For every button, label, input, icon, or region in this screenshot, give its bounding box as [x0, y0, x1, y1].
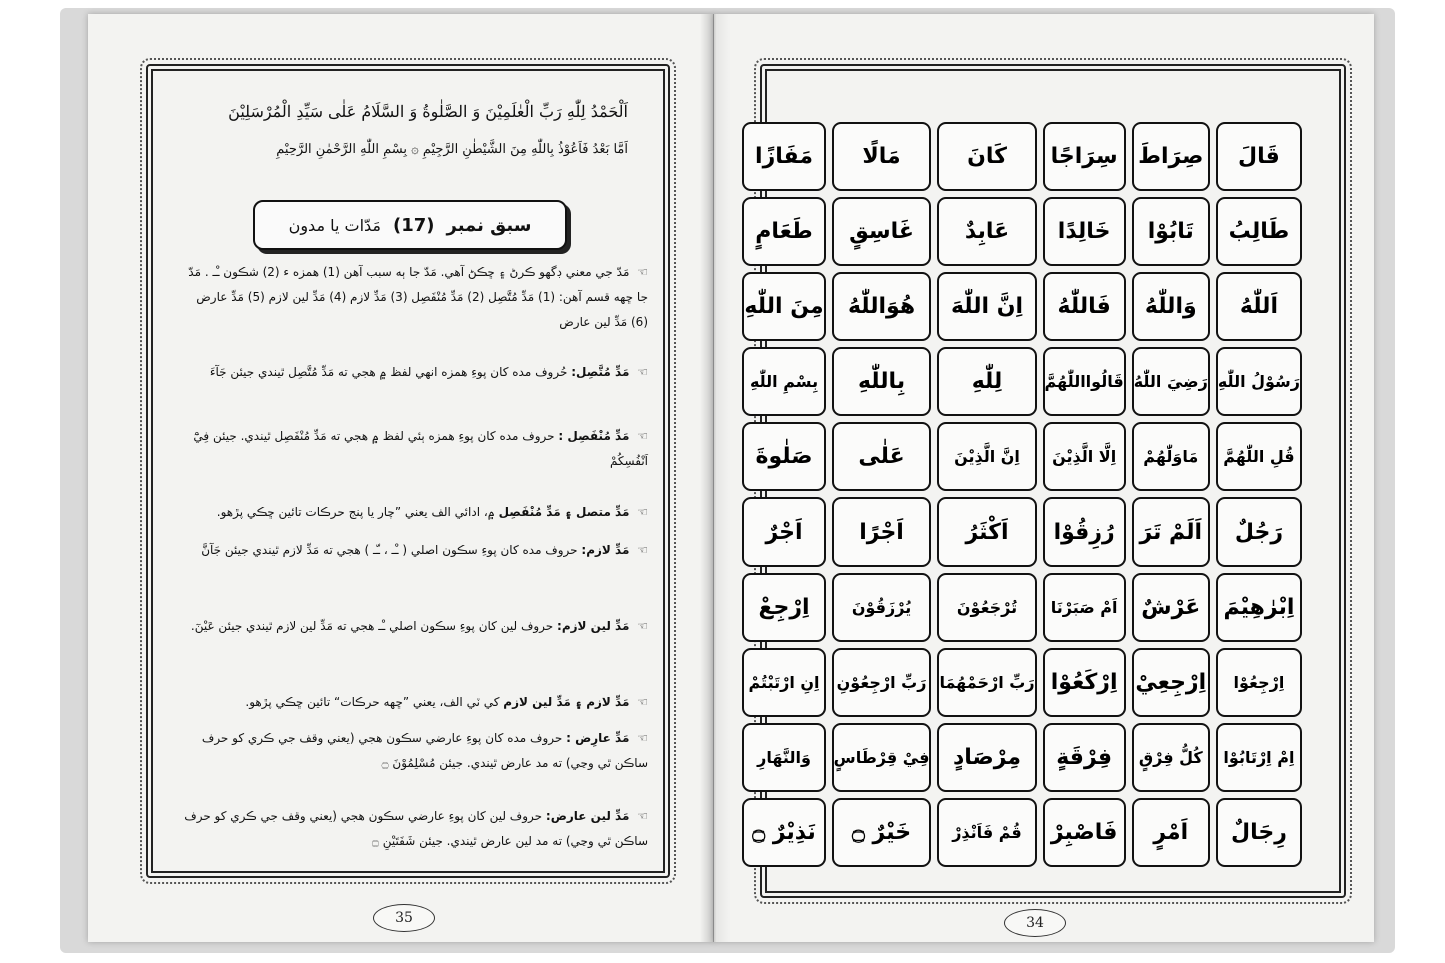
paragraph-text: حُروف مده کان پوءِ همزه انهي لفظ ۾ هجي ته مَدِّ مُتَّصِل ٿيندي جيئن جَآءَ	[209, 365, 568, 379]
word-cell: رَسُوْلُ اللّٰهِ	[1216, 347, 1302, 416]
paragraph	[178, 424, 648, 474]
word-cell: وَالنَّهَارِ	[742, 723, 825, 792]
paragraph-text: کي ٽي الف، يعني ”ڇهه حرڪات“ تائين ڇڪي پڙهو.	[245, 695, 500, 709]
word-cell: هُوَاللّٰهُ	[832, 272, 932, 341]
paragraph	[178, 804, 648, 854]
paragraph	[178, 614, 648, 639]
word-cell: اَلَمْ تَرَ	[1132, 497, 1210, 566]
right-page	[714, 14, 1374, 942]
paragraph	[178, 500, 648, 525]
page-number: 35	[373, 904, 435, 932]
word-cell: طَعَامٍ	[742, 197, 825, 266]
word-cell: اَكْثَرُ	[937, 497, 1036, 566]
word-cell: فَاصْبِرْ	[1043, 798, 1126, 867]
paragraph	[178, 360, 648, 385]
word-cell: تُرْجَعُوْنَ	[937, 573, 1036, 642]
word-cell: قَالُوااللّٰهُمَّ	[1043, 347, 1126, 416]
hand-icon: ☜	[637, 809, 648, 823]
book-spine	[700, 14, 730, 942]
paragraph	[178, 538, 648, 563]
lesson-title-box	[253, 200, 567, 250]
word-cell: اِمْ اِرْتَابُوْا	[1216, 723, 1302, 792]
word-cell: اِبْرٰهِيْمَ	[1216, 573, 1302, 642]
hand-icon: ☜	[637, 429, 648, 443]
word-cell: سِرَاجًا	[1043, 122, 1126, 191]
word-cell: خَالِدًا	[1043, 197, 1126, 266]
paragraph-text: ۾، ادائي الف يعني ”چار يا پنج حرڪات تائين ڇڪي پڙهو.	[216, 505, 495, 519]
word-cell: اَللّٰهُ	[1216, 272, 1302, 341]
hand-icon: ☜	[637, 695, 648, 709]
paragraph	[178, 726, 648, 776]
word-cell: رَبِّ ارْجِعُوْنِ	[832, 648, 932, 717]
word-cell: كَانَ	[937, 122, 1036, 191]
word-cell: رَجُلٌ	[1216, 497, 1302, 566]
paragraph-term: مَدِّ لازم:	[581, 543, 630, 557]
word-cell: لِلّٰهِ	[937, 347, 1036, 416]
lesson-label: سبق نمبر	[446, 214, 532, 236]
word-cell: فَاللّٰهُ	[1043, 272, 1126, 341]
hand-icon: ☜	[637, 619, 648, 633]
word-cell: رَضِيَ اللّٰهُ	[1132, 347, 1210, 416]
word-cell: اِنَّ اللّٰهَ	[937, 272, 1036, 341]
word-cell: فِرْقَةٍ	[1043, 723, 1126, 792]
word-cell: يُرْزَقُوْنَ	[832, 573, 932, 642]
paragraph-term: مَدِّ عارِض :	[566, 731, 630, 745]
word-cell: اِنَّ الَّذِيْنَ	[937, 422, 1036, 491]
header-line-2: اَمَّا بَعْدُ فَاَعُوْذُ بِاللّٰهِ مِنَ الشَّيْطٰنِ الرَّجِيْمِ ۞ بِسْمِ اللّٰهِ الرَّحْمٰنِ الرَّحِيْمِ	[276, 142, 628, 157]
word-cell: قُمْ فَاَنْذِرْ	[937, 798, 1036, 867]
hand-icon: ☜	[637, 265, 648, 279]
paragraph-term: مَدِّ لازم ۽ مَدِّ لين لازم	[503, 695, 630, 709]
word-cell: عَابِدٌ	[937, 197, 1036, 266]
word-cell: قُلِ اللّٰهُمَّ	[1216, 422, 1302, 491]
word-cell: رِجَالٌ	[1216, 798, 1302, 867]
paragraph-term: مَدِّ متصل ۽ مَدِّ مُنْفَصِل	[498, 505, 630, 519]
paragraph-text: حروف مده کان پوءِ عارضي سڪون هجي (يعني وقف جي ڪري کو حرف ساڪن ٿي وڃي) ته مد عارض ٿيندي. جيئن مُسْلِمُوْنَ ۝	[201, 731, 648, 770]
word-cell: غَاسِقٍ	[832, 197, 932, 266]
word-cell: خَيْرٌ ۝	[832, 798, 932, 867]
word-cell: بِاللّٰهِ	[832, 347, 932, 416]
word-cell: مِنَ اللّٰهِ	[742, 272, 825, 341]
word-cell: صِرَاطَ	[1132, 122, 1210, 191]
word-cell: قَالَ	[1216, 122, 1302, 191]
paragraph-term: مَدِّ مُنْفَصِل :	[558, 429, 630, 443]
word-cell: بِسْمِ اللّٰهِ	[742, 347, 825, 416]
word-cell: اَمْرٍ	[1132, 798, 1210, 867]
word-cell: فِيْ قِرْطَاسٍ	[832, 723, 932, 792]
word-cell: اَمْ صَبَرْنَا	[1043, 573, 1126, 642]
word-cell: اَجْرًا	[832, 497, 932, 566]
word-cell: اِلَّا الَّذِيْنَ	[1043, 422, 1126, 491]
page-number: 34	[1004, 909, 1066, 937]
word-cell: رَبِّ ارْحَمْهُمَا	[937, 648, 1036, 717]
word-cell: اِنِ ارْتَبْتُمْ	[742, 648, 825, 717]
word-cell: اِرْجِعِيْ	[1132, 648, 1210, 717]
word-cell: مَفَازًا	[742, 122, 825, 191]
lesson-number: (17)	[392, 214, 435, 236]
word-cell: صَلٰوةَ	[742, 422, 825, 491]
word-cell: مَالًا	[832, 122, 932, 191]
left-page	[88, 14, 715, 942]
paragraph-term: مَدِّ مُتَّصِل:	[571, 365, 630, 379]
hand-icon: ☜	[637, 543, 648, 557]
word-cell: طَالِبُ	[1216, 197, 1302, 266]
word-cell: رُزِقُوْا	[1043, 497, 1126, 566]
hand-icon: ☜	[637, 731, 648, 745]
paragraph-text: مَدّ جي معني ڊگهو ڪرڻ ۽ ڇڪڻ آهي. مَدّ جا ٻه سبب آهن (1) همزه ء (2) شڪون ـْـ . مَدّ جا ڇهه قسم آهن: (1) مَدِّ مُتَّصِل (2) مَدِّ مُنْفَصِل (3) مَدِّ لازم (4) مَدِّ لين لازم (5) مَدِّ عارض (6) مَدِّ لين عارض	[188, 265, 648, 329]
word-cell: اِرْجِعُوْا	[1216, 648, 1302, 717]
word-cell: عَلٰى	[832, 422, 932, 491]
word-cell: اِرْجِعْ	[742, 573, 825, 642]
word-cell: نَذِيْرٌ ۝	[742, 798, 825, 867]
paragraph-term: مَدِّ لين عارض:	[545, 809, 630, 823]
paragraph-text: حروف لين کان پوءِ عارضي سڪون هجي (يعني وقف جي ڪري کو حرف ساڪن ٿي وڃي) ته مد لين عارض ٿيندي. جيئن شَفَتَيْنِ ۝	[184, 809, 648, 848]
paragraph	[178, 260, 648, 335]
word-cell: عَرْشٌ	[1132, 573, 1210, 642]
paragraph	[178, 690, 648, 715]
word-cell: اَجْرٌ	[742, 497, 825, 566]
hand-icon: ☜	[637, 365, 648, 379]
word-cell: مِرْصَادٍ	[937, 723, 1036, 792]
word-cell: كُلُّ فِرْقٍ	[1132, 723, 1210, 792]
paragraph-text: حروف لين کان پوءِ سڪون اصلي ـْـ هجي ته مَدِّ لين لازم ٿيندي جيئن عَيْنٓ.	[190, 619, 554, 633]
paragraph-term: مَدِّ لين لازم:	[557, 619, 630, 633]
header-line-1: اَلْحَمْدُ لِلّٰهِ رَبِّ الْعٰلَمِيْنَ وَ الصَّلٰوةُ وَ السَّلَامُ عَلٰى سَيِّدِ الْمُرْسَلِيْنَ	[228, 102, 628, 121]
lesson-topic: مَدّات يا مدون	[288, 215, 381, 235]
paragraph-text: حروف مده کان پوءِ همزه ٻئي لفظ ۾ هجي ته مَدِّ مُنْفَصِل ٿيندي. جيئن فِيْٓ اَنْفُسِكُمْ	[193, 429, 648, 468]
word-cell: وَاللّٰهُ	[1132, 272, 1210, 341]
word-cell: مَاوَلّٰهُمْ	[1132, 422, 1210, 491]
word-cell: تَابُوْا	[1132, 197, 1210, 266]
paragraph-text: حروف مده کان پوءِ سڪون اصلي ( ـْـ ، ـّـ ) هجي ته مَدِّ لازم ٿيندي جيئن جَآنَّ	[201, 543, 578, 557]
hand-icon: ☜	[637, 505, 648, 519]
word-cell: اِرْكَعُوْا	[1043, 648, 1126, 717]
word-grid	[744, 122, 1302, 867]
